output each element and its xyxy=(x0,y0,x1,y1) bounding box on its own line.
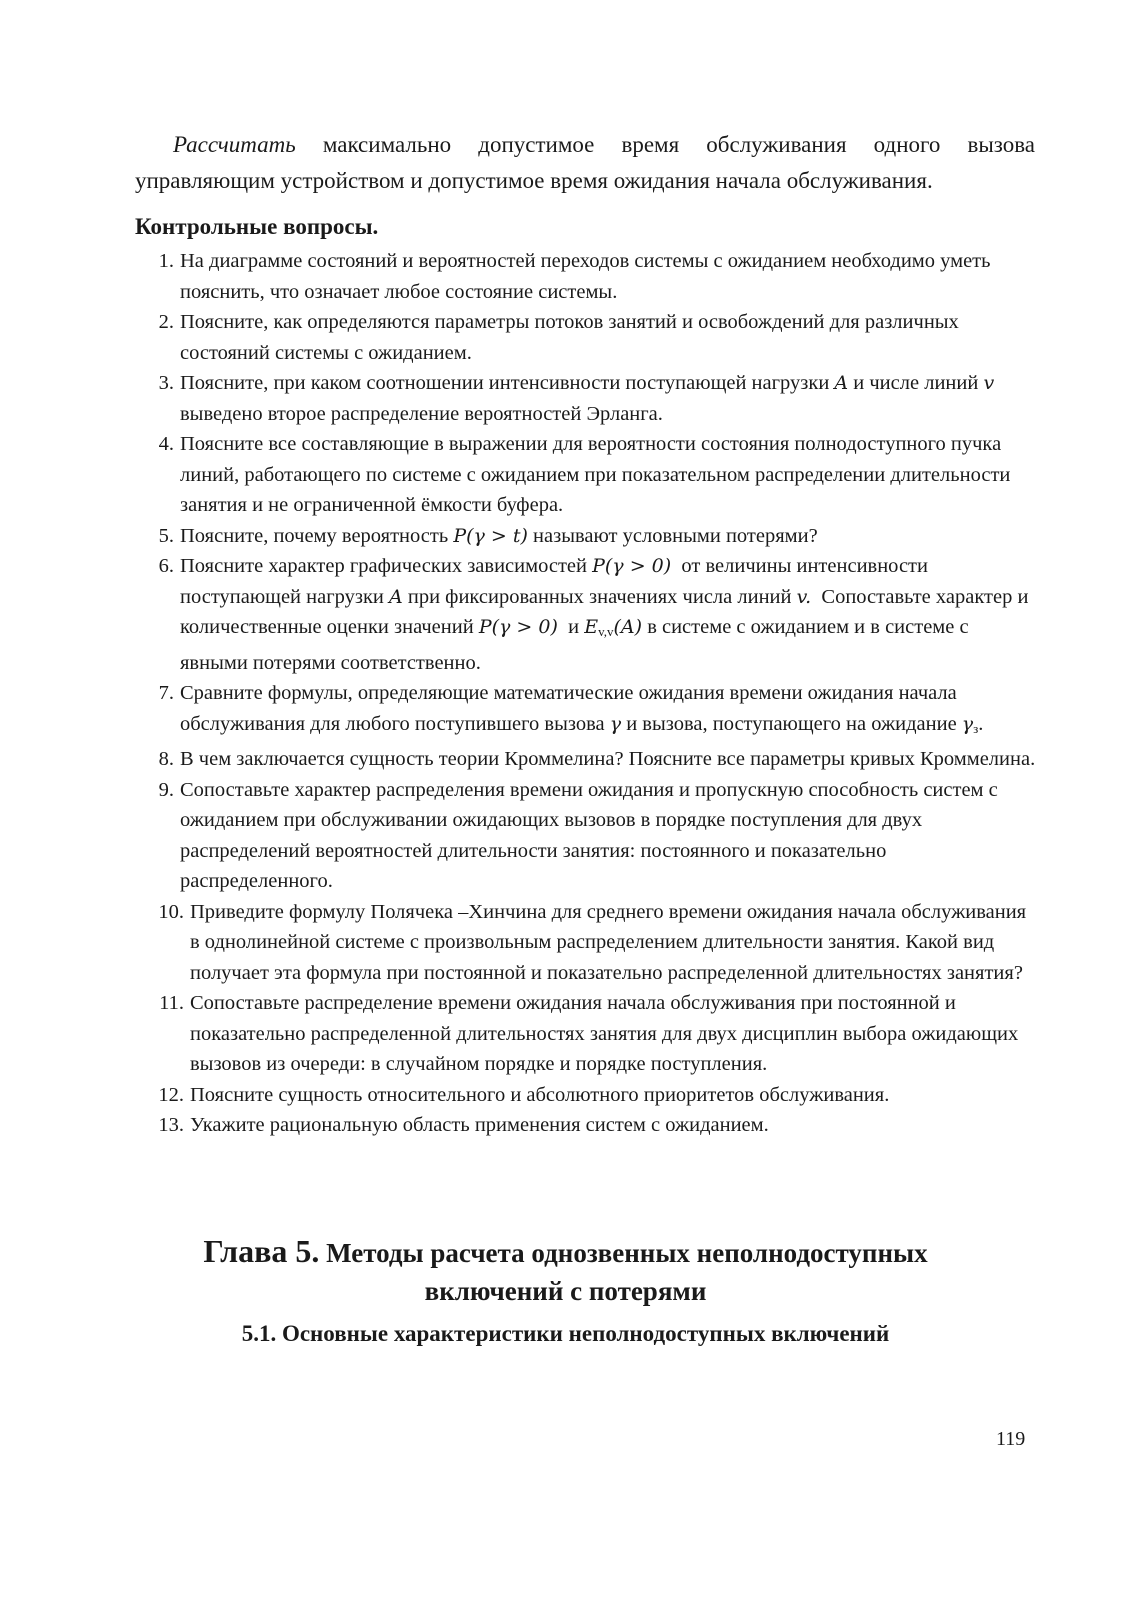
question-text-part: и вызова, поступающего на ожидание xyxy=(626,712,957,735)
intro-text: максимально допустимое время обслуживания одного вызова управляющим устройством и допустимое время ожидания начала обслуживания. xyxy=(135,132,1035,193)
question-item xyxy=(150,551,1040,678)
questions-heading: Контрольные вопросы. xyxy=(135,214,379,239)
question-item xyxy=(150,521,1040,552)
question-text-part: . xyxy=(978,712,984,735)
chapter-heading xyxy=(0,1232,1131,1310)
question-text-part: выведено второе распределение вероятностей Эрланга. xyxy=(180,402,663,425)
question-text-part: от величины интенсивности поступающей нагрузки xyxy=(180,555,928,608)
question-text: На диаграмме состояний и вероятностей переходов системы с ожиданием необходимо уметь пояснить, что означает любое состояние системы. xyxy=(180,250,991,303)
question-item xyxy=(150,307,1040,368)
question-number: 12. xyxy=(158,1083,184,1106)
question-text xyxy=(180,368,1040,429)
question-number: 2. xyxy=(158,311,174,333)
question-item xyxy=(150,988,1040,1080)
math-symbol: E xyxy=(584,616,599,638)
question-item xyxy=(150,1110,1040,1141)
question-number: 5. xyxy=(158,524,174,547)
question-item xyxy=(150,429,1040,521)
chapter-label: Глава 5. xyxy=(203,1233,320,1269)
math-formula: P(γ > t) xyxy=(453,524,528,547)
question-text-part: при фиксированных значениях числа линий xyxy=(407,585,792,608)
question-text-part: и xyxy=(568,616,580,638)
question-number: 7. xyxy=(158,682,174,704)
question-text: Сопоставьте характер распределения времени ожидания и пропускную способность систем с ожиданием при обслуживании ожидающих вызовов в порядке поступления для двух распределений вероятностей длительности занятия: постоянного и показательно распределенного. xyxy=(180,778,998,892)
math-symbol: A xyxy=(389,585,403,608)
question-text: Поясните сущность относительного и абсолютного приоритетов обслуживания. xyxy=(190,1083,890,1106)
question-number: 9. xyxy=(158,778,174,801)
question-number: 11. xyxy=(159,992,184,1014)
question-item xyxy=(150,368,1040,429)
question-item xyxy=(150,1080,1040,1111)
question-number: 13. xyxy=(158,1114,184,1136)
chapter-title-line2: включений с потерями xyxy=(424,1276,707,1306)
question-number: 3. xyxy=(158,372,174,394)
question-text: Поясните, как определяются параметры потоков занятий и освобождений для различных состояний системы с ожиданием. xyxy=(180,311,959,364)
math-subscript: з xyxy=(973,720,979,736)
question-text-part: Поясните, при каком соотношении интенсивности поступающей нагрузки xyxy=(180,372,830,394)
math-symbol: v. xyxy=(796,585,812,608)
question-text-part: Поясните, почему вероятность xyxy=(180,524,449,547)
question-item xyxy=(150,744,1040,775)
math-symbol: γ xyxy=(609,712,622,735)
question-text xyxy=(180,521,1040,552)
question-text-part: Сопоставьте характер и количественные оценки значений xyxy=(180,585,1029,638)
question-number: 4. xyxy=(158,433,174,455)
question-text-part: Сравните формулы, определяющие математические ожидания времени ожидания начала обслуживания для любого поступившего вызова xyxy=(180,682,957,735)
question-text: Укажите рациональную область применения систем с ожиданием. xyxy=(190,1114,769,1136)
question-text: Поясните все составляющие в выражении для вероятности состояния полнодоступного пучка линий, работающего по системе с ожиданием при показательном распределении длительности занятия и не ограниченной ёмкости буфера. xyxy=(180,433,1011,516)
intro-paragraph xyxy=(135,127,1035,199)
question-text: Приведите формулу Полячека –Хинчина для среднего времени ожидания начала обслуживания в однолинейной системе с произвольным распределением длительности занятия. Какой вид получает эта формула при постоянной и показательно распределенной длительностях занятия? xyxy=(190,900,1027,984)
question-text: В чем заключается сущность теории Кроммелина? Поясните все параметры кривых Кроммелина. xyxy=(180,748,1036,770)
question-text xyxy=(180,678,1040,744)
math-formula: P(γ > 0) xyxy=(478,616,558,638)
question-item xyxy=(150,897,1040,989)
math-symbol: (A) xyxy=(613,616,643,638)
question-text: Сопоставьте распределение времени ожидания начала обслуживания при постоянной и показательно распределенной длительностях занятия для двух дисциплин выбора ожидающих вызовов из очереди: в случайном порядке и порядке поступления. xyxy=(190,992,1019,1075)
section-heading: 5.1. Основные характеристики неполнодоступных включений xyxy=(241,1321,890,1346)
math-symbol: A xyxy=(834,372,849,394)
question-item xyxy=(150,678,1040,744)
question-text-part: называют условными потерями? xyxy=(533,524,818,547)
math-subscript: v,v xyxy=(598,624,614,639)
question-item xyxy=(150,775,1040,897)
intro-italic-word: Рассчитать xyxy=(173,132,296,157)
question-number: 6. xyxy=(158,555,174,577)
math-symbol: γ xyxy=(961,712,974,735)
chapter-title-line1: Методы расчета однозвенных неполнодоступных xyxy=(326,1238,928,1268)
question-number: 8. xyxy=(158,748,174,770)
math-symbol: v xyxy=(983,372,995,394)
question-text xyxy=(180,551,1040,678)
question-text-part: Поясните характер графических зависимостей xyxy=(180,555,587,577)
question-text-part: и числе линий xyxy=(853,372,979,394)
question-number: 10. xyxy=(158,900,184,923)
question-item xyxy=(150,246,1040,307)
page-number: 119 xyxy=(996,1428,1026,1450)
questions-list xyxy=(150,246,1040,1141)
question-number: 1. xyxy=(158,250,174,272)
question-text-part: в системе с ожиданием и в системе с явными потерями соответственно. xyxy=(180,616,969,674)
math-formula: P(γ > 0) xyxy=(592,555,672,577)
